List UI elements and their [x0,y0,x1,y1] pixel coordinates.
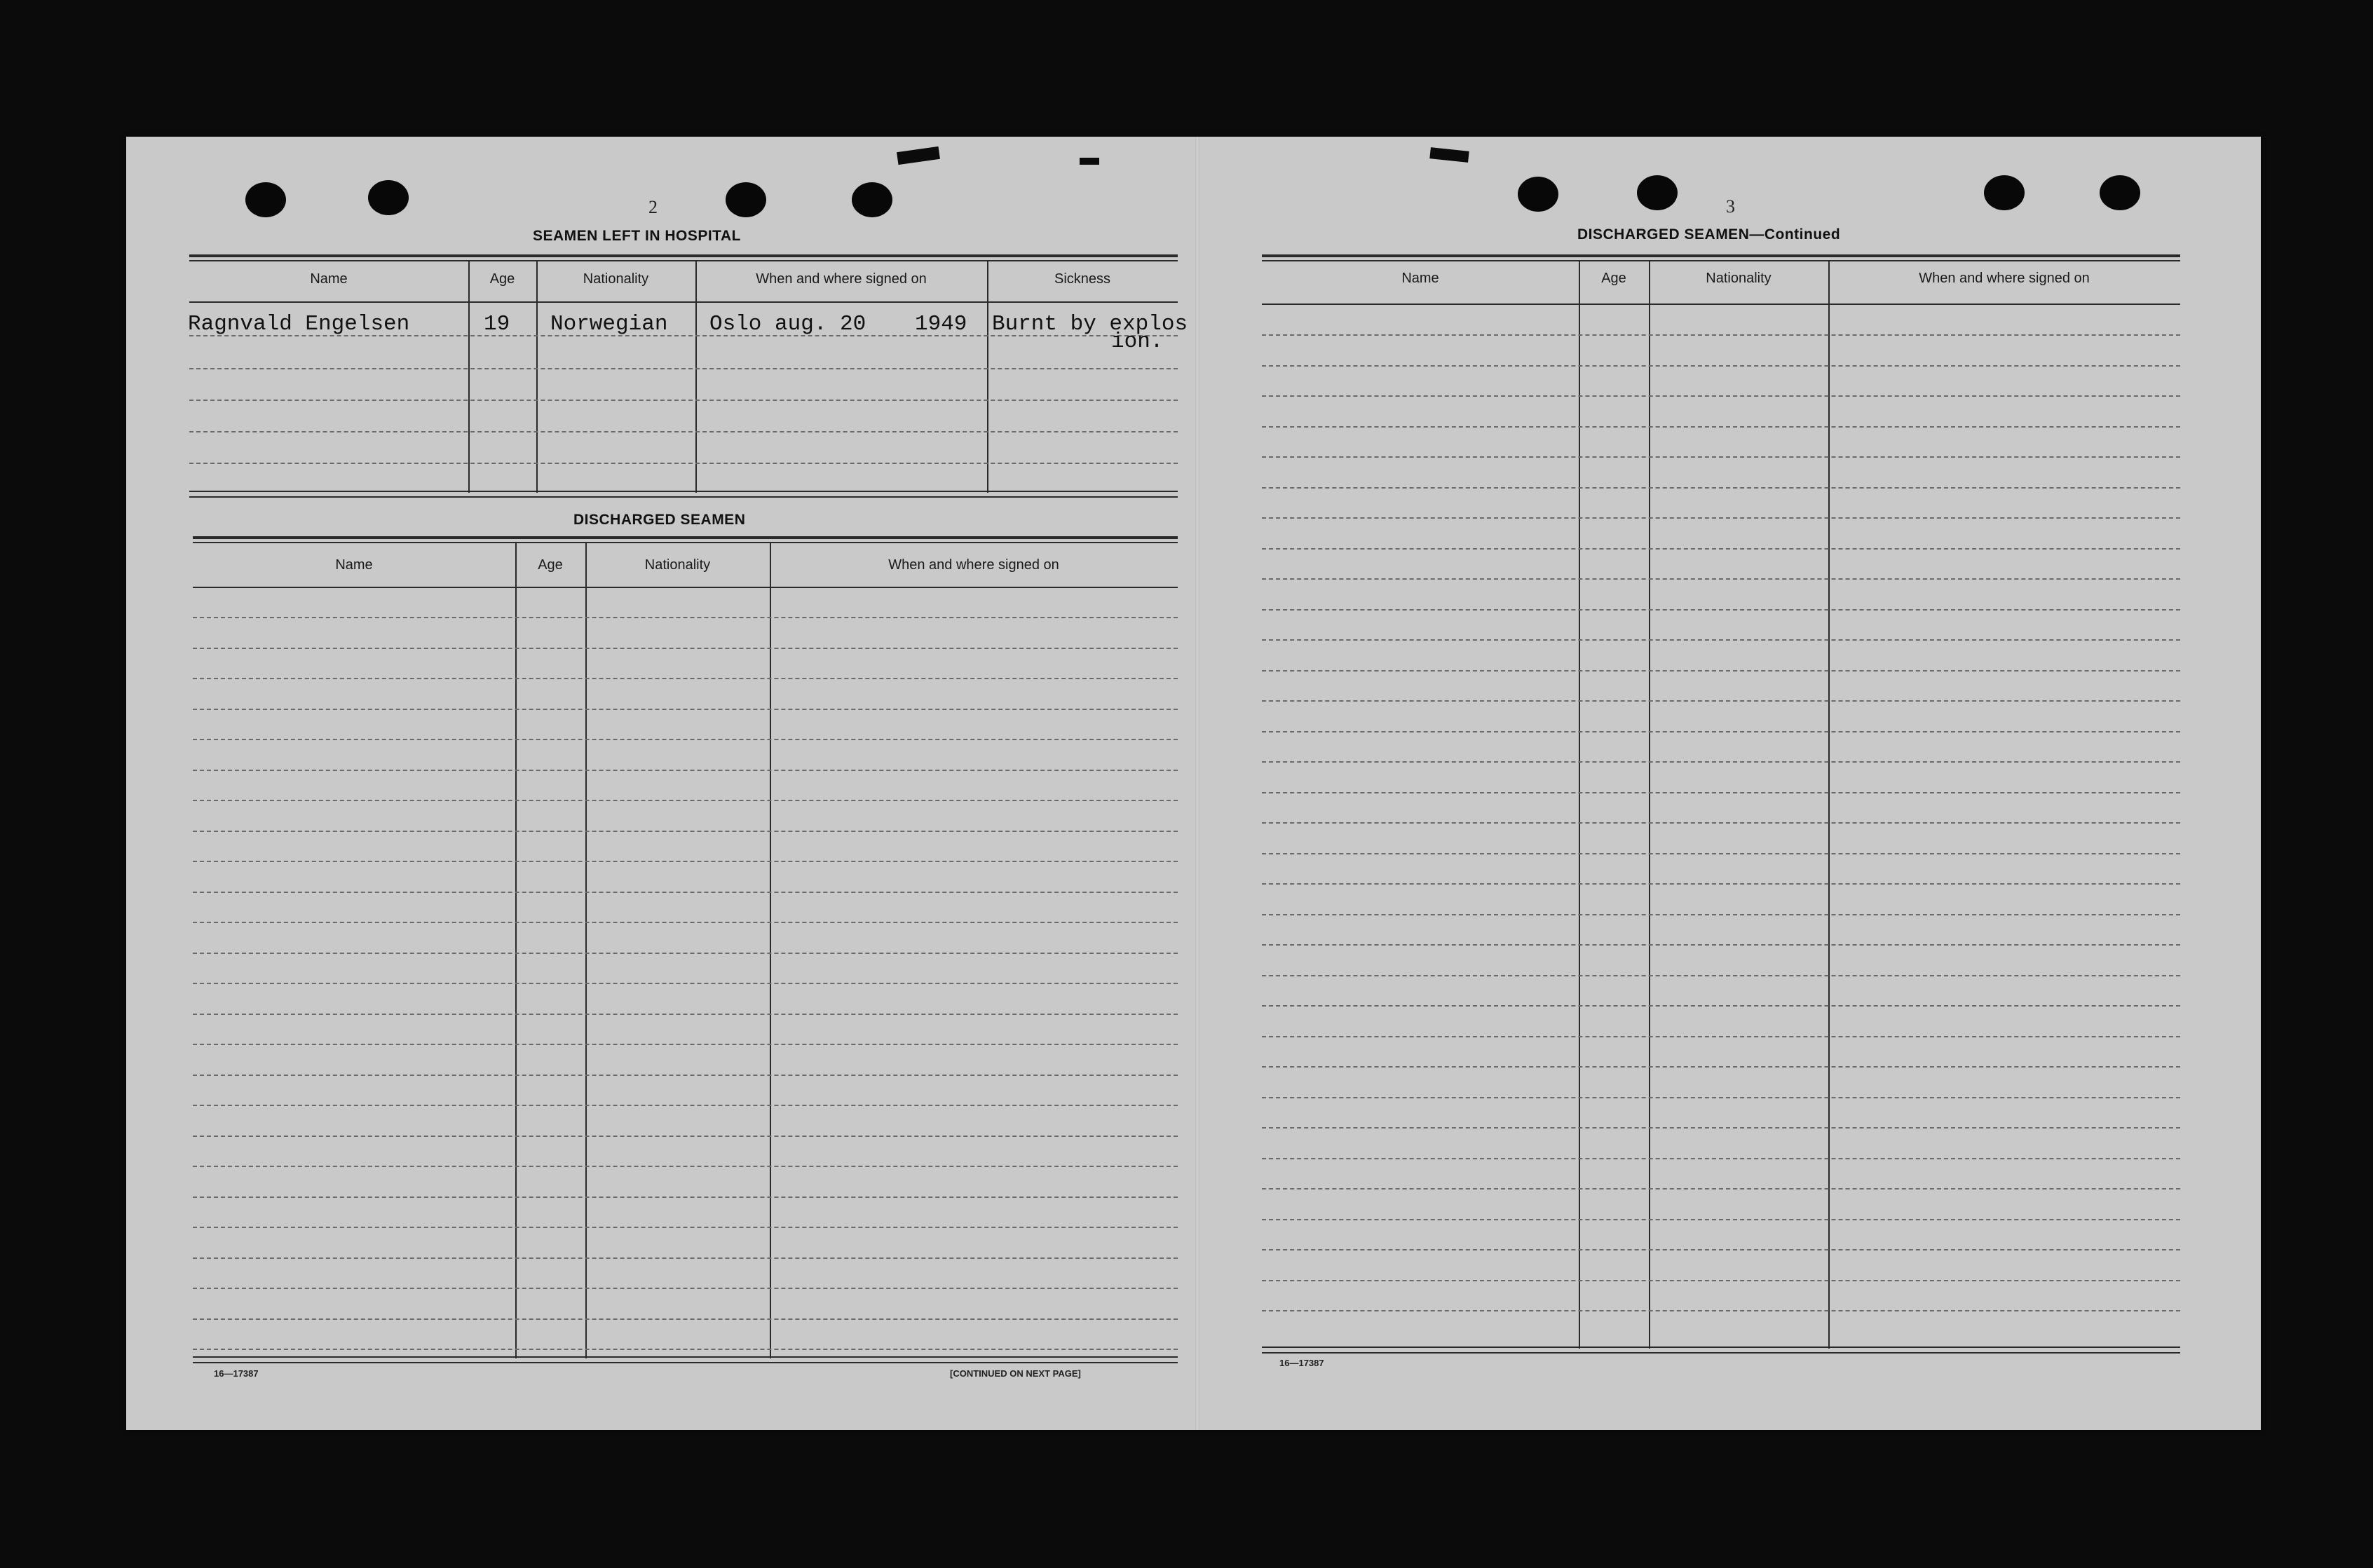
binder-hole [1518,177,1558,212]
entry-signed-on: Oslo aug. 20 [709,312,866,336]
column-divider [987,260,988,493]
table-rule [189,491,1178,492]
form-line [193,1166,1178,1167]
form-line [1262,548,2180,550]
form-line [193,1075,1178,1076]
table-rule [193,587,1178,588]
form-line [1262,1219,2180,1220]
form-line [193,1318,1178,1320]
form-line [1262,944,2180,946]
table-rule [189,301,1178,303]
column-header-signed-on: When and where signed on [1919,271,2090,286]
form-line [189,400,1178,401]
column-divider [515,542,517,1358]
form-number: 16—17387 [1279,1358,1324,1368]
form-line [193,983,1178,984]
column-header-nationality: Nationality [583,271,649,287]
form-line [193,1288,1178,1289]
form-line [1262,1188,2180,1189]
torn-edge [1080,158,1099,165]
form-line [1262,1005,2180,1007]
table-rule [193,542,1178,543]
entry-sickness-continued: ion. [1111,329,1164,354]
form-line [1262,1249,2180,1250]
binder-hole [726,182,766,217]
form-line [1262,822,2180,824]
form-line [1262,578,2180,580]
continued-note: [CONTINUED ON NEXT PAGE] [950,1368,1081,1379]
table-rule [189,496,1178,498]
column-header-signed-on: When and where signed on [888,557,1059,573]
page-number: 2 [648,197,658,217]
form-line [193,922,1178,923]
form-line [1262,883,2180,885]
column-divider [1649,260,1650,1349]
hospital-section-title: SEAMEN LEFT IN HOSPITAL [533,228,741,244]
binder-hole [368,180,409,215]
form-line [193,1257,1178,1259]
form-line [1262,1097,2180,1098]
column-header-nationality: Nationality [644,557,711,573]
title-main: DISCHARGED SEAMEN [1577,226,1750,243]
table-rule [193,1356,1178,1358]
table-rule [189,254,1178,257]
form-line [1262,853,2180,854]
form-line [193,770,1178,771]
form-line [193,831,1178,832]
binder-hole [1637,175,1678,210]
column-header-name: Name [335,557,373,573]
title-suffix: —Continued [1749,226,1841,243]
column-header-age: Age [1601,271,1626,286]
binder-hole [852,182,892,217]
form-line [193,1136,1178,1137]
table-rule [193,536,1178,539]
table-rule [1262,254,2180,257]
column-divider [1579,260,1580,1349]
entry-name: Ragnvald Engelsen [188,312,410,336]
form-line [1262,395,2180,397]
form-line [1262,1310,2180,1311]
form-line [1262,365,2180,367]
column-header-signed-on: When and where signed on [756,271,927,287]
form-line [193,1197,1178,1198]
form-line [1262,792,2180,793]
table-rule [1262,304,2180,305]
entry-nationality: Norwegian [550,312,668,336]
page-number: 3 [1726,196,1735,217]
form-line [1262,1280,2180,1281]
entry-sickness: Burnt by explos [992,312,1188,336]
binder-hole [1984,175,2025,210]
form-line [1262,914,2180,915]
discharged-continued-title [1577,226,1840,243]
form-line [1262,1127,2180,1129]
form-line [193,892,1178,893]
form-line [1262,731,2180,732]
form-line [1262,1158,2180,1159]
form-line [189,463,1178,464]
form-line [1262,609,2180,611]
binder-hole [2100,175,2140,210]
form-line [1262,426,2180,428]
form-line [193,800,1178,801]
discharged-section-title: DISCHARGED SEAMEN [573,512,746,528]
column-divider [468,260,470,493]
form-line [193,1349,1178,1350]
torn-edge [897,146,940,165]
column-divider [1828,260,1830,1349]
column-divider [695,260,697,493]
table-rule [1262,1347,2180,1348]
form-line [1262,639,2180,641]
center-fold [1195,137,1199,1430]
column-header-nationality: Nationality [1706,271,1772,286]
form-line [1262,487,2180,489]
table-rule [189,260,1178,261]
form-line [1262,761,2180,763]
form-line [1262,456,2180,458]
form-line [193,1014,1178,1015]
form-line [193,953,1178,954]
entry-signed-on-year: 1949 [915,312,967,336]
form-line [193,1044,1178,1045]
table-rule [193,1362,1178,1363]
torn-edge [1429,147,1469,163]
column-header-age: Age [489,271,515,287]
form-line [1262,1066,2180,1068]
form-line [1262,517,2180,519]
form-line [1262,670,2180,671]
form-line [189,368,1178,369]
binder-hole [245,182,286,217]
form-line [193,1105,1178,1106]
form-line [193,678,1178,679]
form-line [1262,975,2180,976]
table-rule [1262,1352,2180,1354]
form-number: 16—17387 [214,1368,259,1379]
form-line [1262,1036,2180,1037]
column-divider [770,542,771,1358]
column-header-name: Name [1401,271,1439,286]
form-line [189,431,1178,432]
form-line [1262,700,2180,702]
document-sheet [126,137,2261,1430]
form-line [193,648,1178,649]
entry-age: 19 [484,312,510,336]
column-header-age: Age [538,557,563,573]
column-divider [536,260,538,493]
column-header-sickness: Sickness [1054,271,1111,287]
column-header-name: Name [310,271,348,287]
table-rule [1262,260,2180,261]
column-divider [585,542,587,1358]
form-line [193,709,1178,710]
form-line [193,617,1178,618]
form-line [1262,334,2180,336]
form-line [193,1227,1178,1228]
form-line [193,861,1178,862]
form-line [193,739,1178,740]
